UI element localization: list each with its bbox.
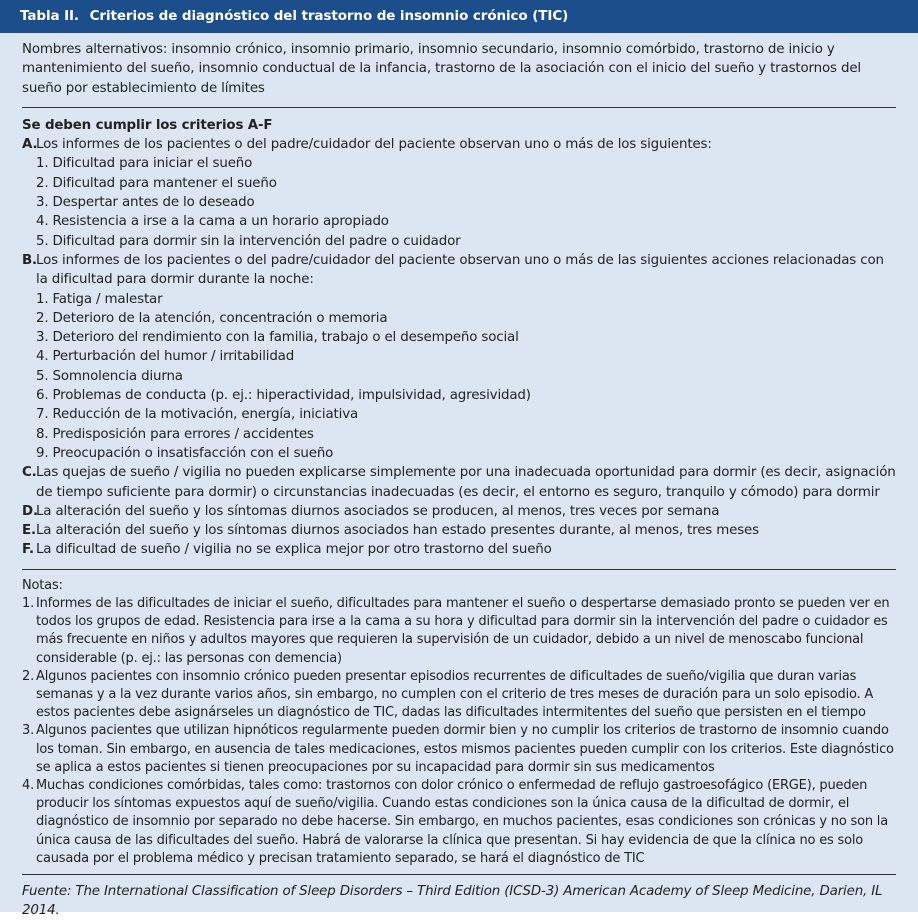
criterion-text: La alteración del sueño y los síntomas diurnos asociados se producen, al menos, tres veces por semana bbox=[36, 503, 720, 519]
criterion-letter: C. bbox=[22, 465, 37, 481]
criterion-d bbox=[22, 502, 896, 521]
note-item bbox=[22, 722, 896, 777]
item-text: Dificultad para mantener el sueño bbox=[52, 175, 277, 191]
item-text: Deterioro de la atención, concentración o memoria bbox=[52, 310, 388, 326]
criterion-letter: F. bbox=[22, 542, 34, 558]
note-number: 3. bbox=[22, 723, 35, 739]
criterion-e bbox=[22, 521, 896, 540]
criterion-text: Las quejas de sueño / vigilia no pueden explicarse simplemente por una inadecuada oportunidad para dormir (es decir, asignación de tiempo suficiente para dormir) o circunstancias inadecuadas (es decir, el entorno es seguro, tranquilo y cómodo) para dormir bbox=[36, 465, 896, 500]
table-title: Criterios de diagnóstico del trastorno de insomnio crónico (TIC) bbox=[89, 8, 569, 24]
table-body bbox=[0, 33, 918, 921]
item-text: Dificultad para dormir sin la intervención del padre o cuidador bbox=[52, 233, 461, 249]
criterion-f bbox=[22, 540, 896, 559]
list-item bbox=[22, 174, 896, 193]
criterion-letter: A. bbox=[22, 137, 38, 153]
item-text: Problemas de conducta (p. ej.: hiperactividad, impulsividad, agresividad) bbox=[52, 388, 531, 404]
list-item bbox=[22, 328, 896, 347]
item-text: Predisposición para errores / accidentes bbox=[52, 426, 314, 442]
item-text: Somnolencia diurna bbox=[52, 368, 183, 384]
note-text: Algunos pacientes que utilizan hipnóticos regularmente pueden dormir bien y no cumplir los criterios de trastorno de insomnio cuando los toman. Sin embargo, en ausencia de tales medicaciones, estos mismos pacientes pueden cumplir con los criterios. Este diagnóstico se aplica a estos pacientes si tienen preocupaciones por su incapacidad para dormir sin sus medicamentos bbox=[36, 723, 894, 775]
item-text: Preocupación o insatisfacción con el sueño bbox=[52, 445, 334, 461]
item-number: 5. bbox=[36, 233, 49, 249]
item-text: Perturbación del humor / irritabilidad bbox=[52, 349, 295, 365]
notes-title: Notas: bbox=[22, 577, 63, 593]
note-number: 4. bbox=[22, 777, 35, 793]
item-text: Deterioro del rendimiento con la familia, trabajo o el desempeño social bbox=[52, 330, 519, 346]
item-number: 2. bbox=[36, 175, 49, 191]
table-header bbox=[0, 0, 918, 33]
item-number: 1. bbox=[36, 291, 49, 307]
note-text: Muchas condiciones comórbidas, tales como: trastornos con dolor crónico o enfermedad de reflujo gastroesofágico (ERGE), pueden producir los síntomas expuestos aquí de sueño/vigilia. Cuando estas condiciones son la única causa de la dificultad de dormir, el diagnóstico de insomnio por separado no debe hacerse. Sin embargo, en muchos pacientes, esas condiciones son crónicas y no son la única causa de las dificultades del sueño. Habrá de valorarse la clínica que presentan. Si hay evidencia de que la clínica no es solo causada por el problema médico y precisan tratamiento separado, se hará el diagnóstico de TIC bbox=[36, 777, 888, 866]
list-item bbox=[22, 425, 896, 444]
list-item bbox=[22, 386, 896, 405]
criterion-letter: E. bbox=[22, 523, 36, 539]
list-item bbox=[22, 367, 896, 386]
notes-section bbox=[22, 570, 896, 874]
item-text: Reducción de la motivación, energía, iniciativa bbox=[52, 407, 359, 423]
list-item bbox=[22, 444, 896, 463]
criteria-lead: Se deben cumplir los criterios A-F bbox=[22, 117, 273, 133]
note-item bbox=[22, 668, 896, 723]
list-item bbox=[22, 212, 896, 231]
item-text: Dificultad para iniciar el sueño bbox=[52, 156, 253, 172]
alternative-names: Nombres alternativos: insomnio crónico, insomnio primario, insomnio secundario, insomnio comórbido, trastorno de inicio y mantenimiento del sueño, insomnio conductual de la infancia, trastorno de la asociación con el inicio del sueño y trastornos del sueño por establecimiento de límites bbox=[22, 42, 861, 96]
table-label: Tabla II. bbox=[20, 8, 79, 24]
item-number: 6. bbox=[36, 388, 49, 404]
source-citation: Fuente: The International Classification of Sleep Disorders – Third Edition (ICSD-3) American Academy of Sleep Medicine, Darien, IL 2014. bbox=[22, 883, 883, 919]
list-item bbox=[22, 347, 896, 366]
item-number: 8. bbox=[36, 426, 49, 442]
item-number: 4. bbox=[36, 349, 49, 365]
note-text: Informes de las dificultades de iniciar el sueño, dificultades para mantener el sueño o despertarse demasiado pronto se pueden ver en todos los grupos de edad. Resistencia para irse a la cama a su hora y dificultad para dormir sin la intervención del padre o cuidador es más frecuente en niños y adultos mayores que requieren la supervisión de un cuidador, debido a un nivel de menoscabo funcional considerable (p. ej.: las personas con demencia) bbox=[36, 595, 890, 666]
list-item bbox=[22, 309, 896, 328]
item-text: Fatiga / malestar bbox=[52, 291, 163, 307]
item-number: 3. bbox=[36, 195, 49, 211]
criterion-a bbox=[22, 135, 896, 154]
item-number: 3. bbox=[36, 330, 49, 346]
note-item bbox=[22, 777, 896, 868]
item-number: 9. bbox=[36, 445, 49, 461]
note-text: Algunos pacientes con insomnio crónico pueden presentar episodios recurrentes de dificultades de sueño/vigilia que duran varias semanas y a la vez durante varios años, sin embargo, no cumplen con el criterio de tres meses de duración para un solo episodio. A estos pacientes debe asignárseles un diagnóstico de TIC, dadas las dificultades intermitentes del sueño que persisten en el tiempo bbox=[36, 668, 874, 721]
item-text: Despertar antes de lo deseado bbox=[52, 195, 255, 211]
item-number: 7. bbox=[36, 407, 49, 423]
list-item bbox=[22, 154, 896, 173]
criterion-b bbox=[22, 251, 896, 290]
criterion-text: La dificultad de sueño / vigilia no se explica mejor por otro trastorno del sueño bbox=[36, 542, 552, 558]
criteria-section bbox=[22, 108, 896, 569]
criterion-letter: B. bbox=[22, 252, 37, 268]
list-item bbox=[22, 193, 896, 212]
criterion-text: Los informes de los pacientes o del padre/cuidador del paciente observan uno o más de las siguientes acciones relacionadas con la dificultad para dormir durante la noche: bbox=[36, 252, 884, 288]
item-number: 5. bbox=[36, 368, 49, 384]
note-number: 2. bbox=[22, 668, 35, 684]
list-item bbox=[22, 290, 896, 309]
note-item bbox=[22, 595, 896, 668]
criterion-text: La alteración del sueño y los síntomas diurnos asociados han estado presentes durante, al menos, tres meses bbox=[36, 523, 759, 539]
criterion-c bbox=[22, 463, 896, 502]
item-text: Resistencia a irse a la cama a un horario apropiado bbox=[52, 214, 389, 230]
item-number: 4. bbox=[36, 214, 49, 230]
list-item bbox=[22, 405, 896, 424]
list-item bbox=[22, 232, 896, 251]
item-number: 1. bbox=[36, 156, 49, 172]
item-number: 2. bbox=[36, 310, 49, 326]
criterion-text: Los informes de los pacientes o del padre/cuidador del paciente observan uno o más de los siguientes: bbox=[36, 137, 712, 153]
note-number: 1. bbox=[22, 595, 35, 611]
criterion-letter: D. bbox=[22, 503, 38, 519]
